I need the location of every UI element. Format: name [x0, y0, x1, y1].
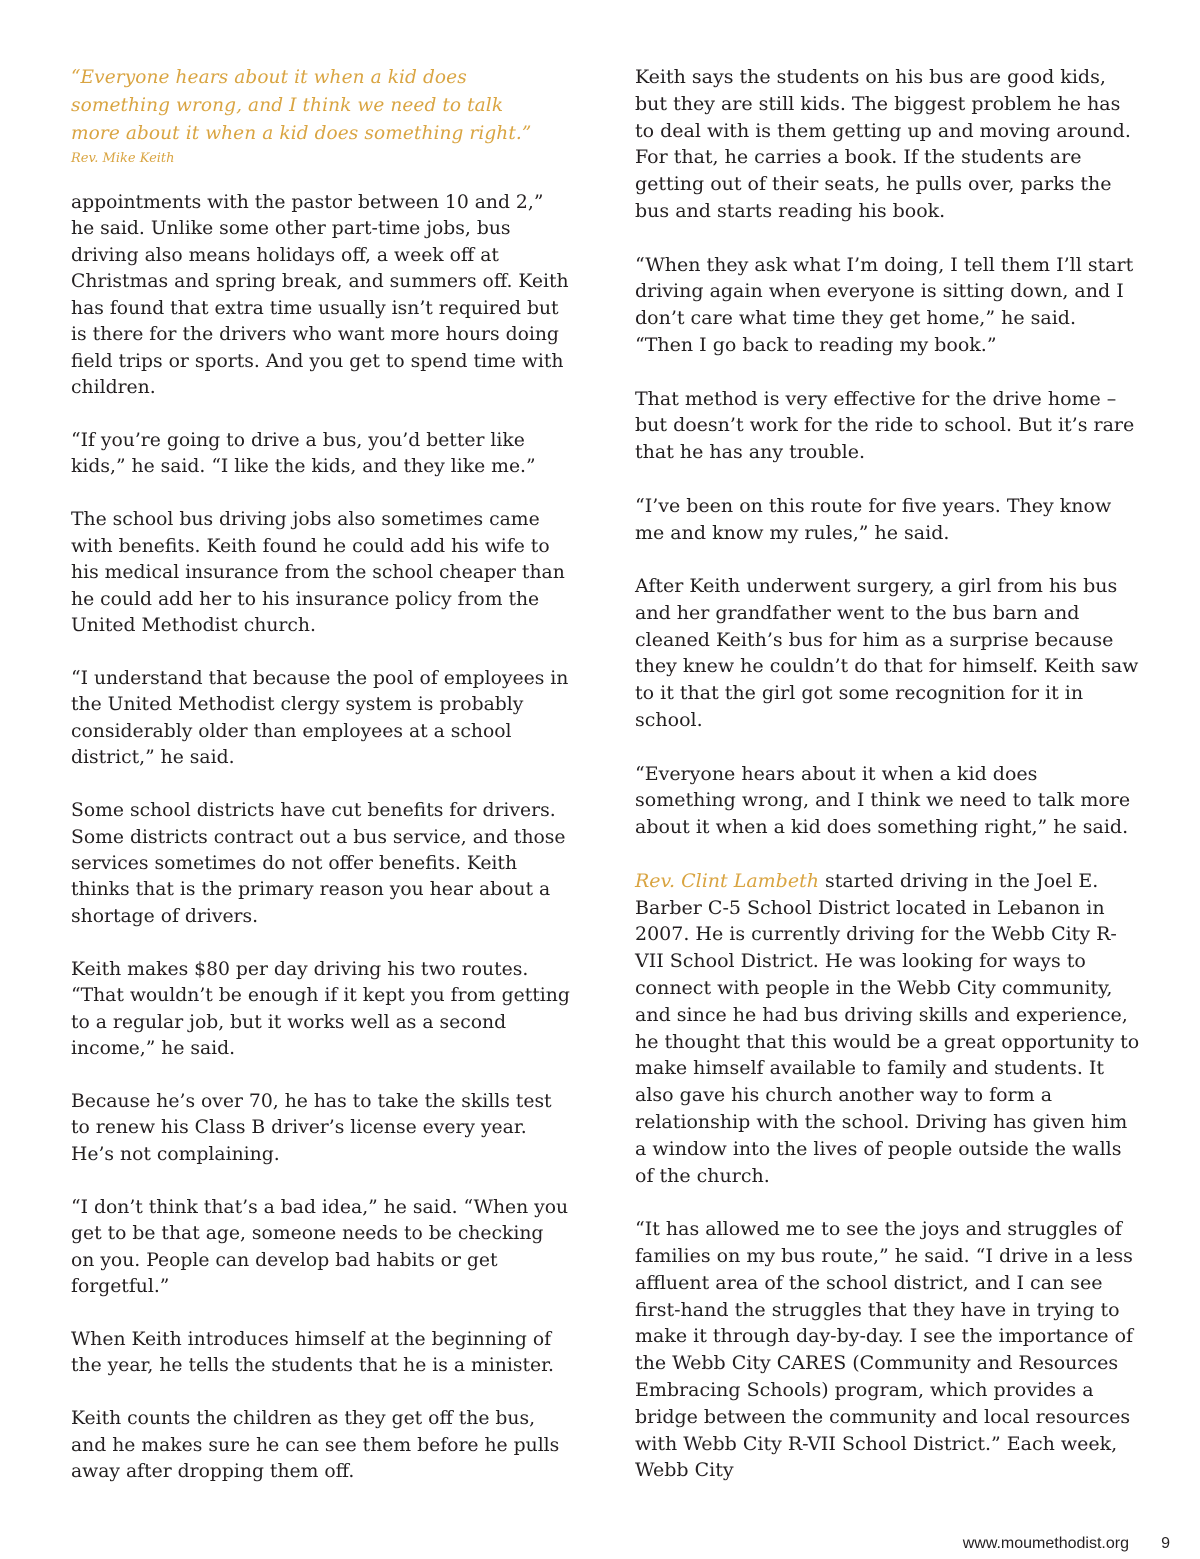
- body-paragraph: appointments with the pastor between 10 and 2,” he said. Unlike some other part-time jobs, bus driving also means holidays off, a week off at Christmas and spring break, and summers off. Keith has found that extra time usually isn’t required but is there for the drivers who want more hours doing field trips or sports. And you get to spend time with children.: [71, 192, 569, 399]
- body-paragraph: That method is very effective for the drive home – but doesn’t work for the ride to school. But it’s rare that he has any trouble.: [635, 387, 1135, 464]
- pull-quote-attribution: Rev. Mike Keith: [71, 151, 175, 166]
- body-paragraph: Keith counts the children as they get off the bus, and he makes sure he can see them before he pulls away after dropping them off.: [71, 1408, 560, 1482]
- body-paragraph: “Everyone hears about it when a kid does something wrong, and I think we need to talk more about it when a kid does something right,” he said.: [635, 762, 1131, 839]
- right-column: [635, 64, 1140, 1511]
- left-column: [71, 64, 571, 1512]
- website-url: www.moumethodist.org: [962, 1535, 1129, 1552]
- body-paragraph: Some school districts have cut benefits for drivers. Some districts contract out a bus service, and those services sometimes do not offer benefits. Keith thinks that is the primary reason you hear about a shortage of drivers.: [71, 800, 566, 927]
- pull-quote: [71, 64, 571, 148]
- body-paragraph: “I don’t think that’s a bad idea,” he said. “When you get to be that age, someone needs to be checking on you. People can develop bad habits or get forgetful.”: [71, 1196, 569, 1297]
- person-name-highlight: Rev. Clint Lambeth: [635, 869, 819, 892]
- body-paragraph: “It has allowed me to see the joys and struggles of families on my bus route,” he said. “I drive in a less affluent area of the school district, and I can see first-hand the struggles that they have in trying to make it through day-by-day. I see the importance of the Webb City CARES (Community and Resources Embracing Schools) program, which provides a bridge between the community and local resources with Webb City R-VII School District.” Each week, Webb City: [635, 1218, 1134, 1482]
- pull-quote-line: “Everyone hears about it when a kid does: [71, 67, 467, 88]
- body-paragraph: “I understand that because the pool of employees in the United Methodist clergy system is probably considerably older than employees at a school district,” he said.: [71, 667, 569, 769]
- page-number: 9: [1161, 1535, 1170, 1552]
- body-paragraph: “I’ve been on this route for five years. They know me and know my rules,” he said.: [635, 494, 1112, 544]
- page-footer: [0, 1535, 1200, 1559]
- body-paragraph: Because he’s over 70, he has to take the skills test to renew his Class B driver’s license every year. He’s not complaining.: [71, 1090, 552, 1165]
- body-paragraph: After Keith underwent surgery, a girl from his bus and her grandfather went to the bus barn and cleaned Keith’s bus for him as a surprise because they knew he couldn’t do that for himself. Keith saw to it that the girl got some recognition for it in school.: [635, 575, 1139, 732]
- pull-quote-line: something wrong, and I think we need to talk: [71, 95, 504, 116]
- lambeth-paragraph-text: started driving in the Joel E. Barber C-5 School District located in Lebanon in 2007. He is currently driving for the Webb City R-VII School District. He was looking for ways to connect with people in the Webb City community, and since he had bus driving skills and experience, he thought that this would be a great opportunity to make himself available to family and students. It also gave his church another way to form a relationship with the school. Driving has given him a window into the lives of people outside the walls of the church.: [635, 869, 1140, 1187]
- body-paragraph: Keith says the students on his bus are good kids, but they are still kids. The biggest problem he has to deal with is them getting up and moving around. For that, he carries a book. If the students are getting out of their seats, he pulls over, parks the bus and starts reading his book.: [635, 66, 1131, 222]
- body-paragraph: Keith makes $80 per day driving his two routes. “That wouldn’t be enough if it kept you from getting to a regular job, but it works well as a second income,” he said.: [71, 958, 570, 1059]
- body-paragraph: When Keith introduces himself at the beginning of the year, he tells the students that he is a minister.: [71, 1328, 554, 1377]
- pull-quote-line: more about it when a kid does something right.”: [71, 123, 532, 144]
- body-paragraph: “If you’re going to drive a bus, you’d better like kids,” he said. “I like the kids, and they like me.”: [71, 429, 536, 478]
- body-paragraph: “When they ask what I’m doing, I tell them I’ll start driving again when everyone is sitting down, and I don’t care what time they get home,” he said. “Then I go back to reading my book.”: [635, 253, 1134, 356]
- lambeth-paragraph: [635, 868, 1140, 1190]
- body-paragraph: The school bus driving jobs also sometimes came with benefits. Keith found he could add his wife to his medical insurance from the school cheaper than he could add her to his insurance policy from the United Methodist church.: [71, 509, 565, 636]
